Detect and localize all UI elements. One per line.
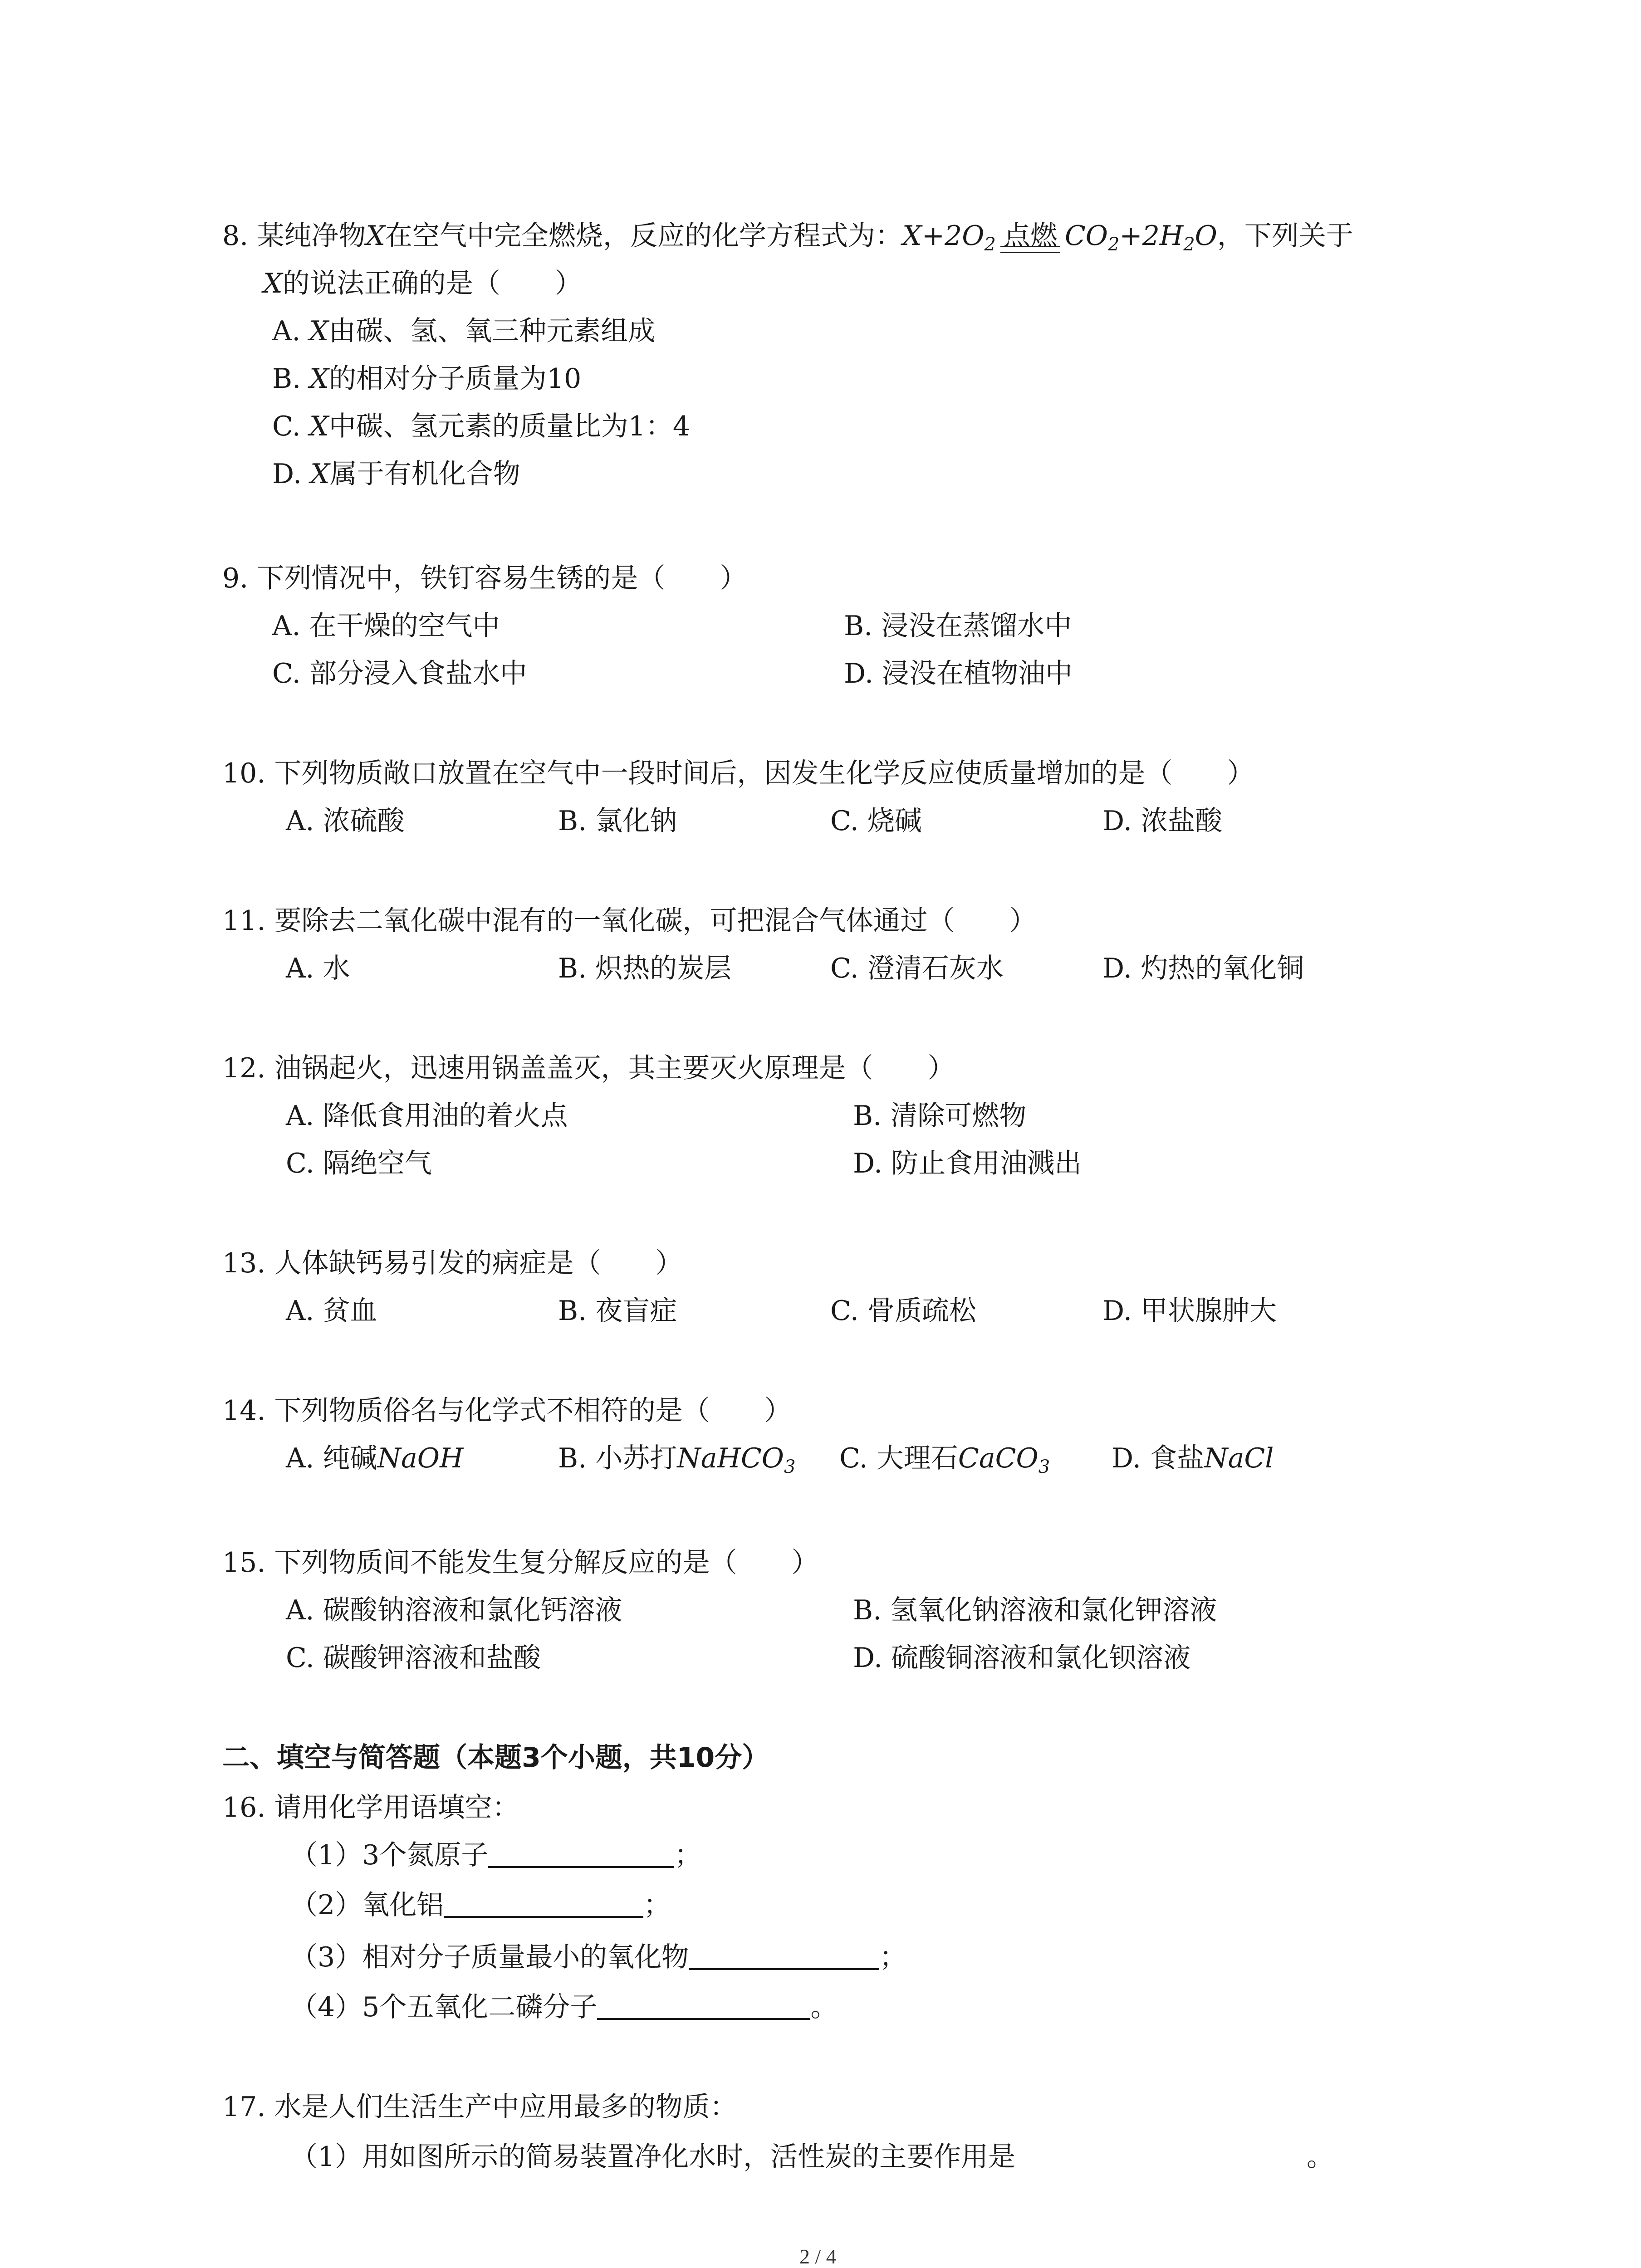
q11-option-d[interactable] <box>1102 950 1304 987</box>
q16-item-2 <box>290 1887 671 1923</box>
option-text: 浸没在蒸馏水中 <box>881 610 1072 642</box>
option-label: D. <box>1102 805 1132 837</box>
option-text: 大理石 <box>876 1442 958 1474</box>
option-label: C. <box>286 1642 314 1674</box>
q12-option-d[interactable] <box>853 1145 1082 1182</box>
q8-option-b[interactable] <box>272 361 581 397</box>
option-label: D. <box>1102 1295 1132 1327</box>
option-label: A. <box>286 1100 314 1132</box>
q15-option-b[interactable] <box>853 1592 1217 1628</box>
option-label: D. <box>853 1148 883 1179</box>
option-label: B. <box>558 1295 587 1327</box>
option-text: 中碳、氢元素的质量比为1：4 <box>328 411 690 442</box>
q14-option-c[interactable] <box>839 1440 1050 1476</box>
q8-stem-line1 <box>222 218 1353 254</box>
q10-option-a[interactable] <box>286 803 404 839</box>
formula-subscript: 3 <box>1038 1457 1050 1477</box>
q13-option-c[interactable] <box>830 1293 976 1329</box>
eq-right-h: +2H <box>1119 220 1184 252</box>
q13-option-b[interactable] <box>558 1293 677 1329</box>
q12-option-c[interactable] <box>286 1145 432 1182</box>
option-text: 氢氧化钠溶液和氯化钾溶液 <box>890 1594 1217 1626</box>
q9-option-b[interactable] <box>844 608 1072 644</box>
option-label: D. <box>844 658 874 689</box>
option-label: B. <box>844 610 873 642</box>
q13-stem: 13. 人体缺钙易引发的病症是（ ） <box>222 1247 683 1279</box>
option-text: 浓硫酸 <box>323 805 405 837</box>
option-text: 属于有机化合物 <box>329 458 520 490</box>
option-text: 隔绝空气 <box>323 1148 432 1179</box>
option-label: A. <box>286 805 314 837</box>
q9-option-c[interactable] <box>272 655 527 692</box>
option-text: 浓盐酸 <box>1141 805 1223 837</box>
q14-stem: 14. 下列物质俗名与化学式不相符的是（ ） <box>222 1395 792 1427</box>
section-heading: 二、填空与简答题（本题3个小题，共10分） <box>222 1742 769 1774</box>
option-label: D. <box>1112 1442 1141 1474</box>
q17-stem: 17. 水是人们生活生产中应用最多的物质： <box>222 2091 737 2123</box>
option-label: B. <box>558 805 587 837</box>
page-number: 2 / 4 <box>799 2245 837 2268</box>
x-symbol: X <box>309 363 329 395</box>
q8-equation-right <box>1064 220 1217 255</box>
q15-stem: 15. 下列物质间不能发生复分解反应的是（ ） <box>222 1547 819 1579</box>
option-label: A. <box>286 1594 314 1626</box>
q8-equation-left <box>902 220 996 255</box>
answer-blank[interactable] <box>444 1889 643 1918</box>
option-label: A. <box>286 953 314 984</box>
q9-option-d[interactable] <box>844 655 1073 692</box>
item-text: （2）氧化铝 <box>290 1889 444 1921</box>
option-label: C. <box>830 953 859 984</box>
q8-tail: ，下列关于 <box>1217 220 1353 252</box>
q9-option-a[interactable] <box>272 608 500 644</box>
option-text: 碳酸钾溶液和盐酸 <box>323 1642 541 1674</box>
eq-left-text: X+2O <box>902 220 985 252</box>
option-text: 澄清石灰水 <box>867 953 1004 984</box>
q12-stem: 12. 油锅起火，迅速用锅盖盖灭，其主要灭火原理是（ ） <box>222 1052 955 1084</box>
q16-stem: 16. 请用化学用语填空： <box>222 1792 519 1823</box>
x-symbol: X <box>310 458 330 490</box>
q10-option-b[interactable] <box>558 803 677 839</box>
q16-item-1 <box>290 1837 701 1873</box>
q11-option-a[interactable] <box>286 950 350 987</box>
q8-x-symbol: X <box>263 268 283 299</box>
option-text: 清除可燃物 <box>890 1100 1027 1132</box>
item-text: （1）3个氮原子 <box>290 1839 489 1871</box>
q14-option-a[interactable] <box>286 1440 463 1476</box>
item-end: ； <box>643 1889 671 1921</box>
q8-reaction-condition: 点燃 <box>999 218 1062 254</box>
eq-right-co-sub: 2 <box>1107 234 1120 255</box>
option-label: D. <box>853 1642 883 1674</box>
option-text: 由碳、氢、氧三种元素组成 <box>328 315 656 347</box>
option-text: 碳酸钠溶液和氯化钙溶液 <box>323 1594 622 1626</box>
option-text: 烧碱 <box>867 805 922 837</box>
option-text: 水 <box>323 953 350 984</box>
q15-option-c[interactable] <box>286 1640 541 1676</box>
q10-stem: 10. 下列物质敞口放置在空气中一段时间后，因发生化学反应使质量增加的是（ ） <box>222 758 1254 789</box>
q13-option-a[interactable] <box>286 1293 377 1329</box>
q13-option-d[interactable] <box>1102 1293 1277 1329</box>
item-end: ； <box>879 1941 907 1973</box>
option-label: B. <box>272 363 301 395</box>
q16-item-4 <box>290 1989 838 2025</box>
eq-right-h-sub: 2 <box>1183 234 1195 255</box>
option-text: 的相对分子质量为10 <box>328 363 582 395</box>
option-label: D. <box>1102 953 1132 984</box>
q10-option-d[interactable] <box>1102 803 1222 839</box>
option-text: 夜盲症 <box>595 1295 677 1327</box>
option-label: A. <box>286 1295 314 1327</box>
option-text: 甲状腺肿大 <box>1141 1295 1277 1327</box>
item-text: （4）5个五氧化二磷分子 <box>290 1991 598 2023</box>
option-label: C. <box>839 1442 868 1474</box>
x-symbol: X <box>309 315 329 347</box>
chemical-formula: NaHCO <box>677 1442 784 1474</box>
q11-option-b[interactable] <box>558 950 731 987</box>
eq-left-sub: 2 <box>984 234 996 255</box>
chemical-formula: NaOH <box>377 1442 464 1474</box>
option-text: 防止食用油溅出 <box>891 1148 1082 1179</box>
option-label: B. <box>853 1100 882 1132</box>
option-label: A. <box>272 315 301 347</box>
option-label: B. <box>853 1594 882 1626</box>
q9-stem: 9. 下列情况中，铁钉容易生锈的是（ ） <box>222 562 747 594</box>
option-text: 浸没在植物油中 <box>882 658 1073 689</box>
option-text: 在干燥的空气中 <box>309 610 500 642</box>
option-text: 灼热的氧化铜 <box>1141 953 1304 984</box>
option-text: 部分浸入食盐水中 <box>309 658 527 689</box>
option-label: A. <box>272 610 301 642</box>
option-text: 小苏打 <box>595 1442 677 1474</box>
q11-stem: 11. 要除去二氧化碳中混有的一氧化碳，可把混合气体通过（ ） <box>222 905 1037 937</box>
q8-x-symbol: X <box>366 220 386 252</box>
q14-option-d[interactable] <box>1112 1440 1274 1476</box>
eq-right-co: CO <box>1064 220 1108 252</box>
option-text: 骨质疏松 <box>867 1295 976 1327</box>
q11-option-c[interactable] <box>830 950 1004 987</box>
q17-item-1 <box>290 2139 1015 2175</box>
q15-option-a[interactable] <box>286 1592 622 1628</box>
answer-blank[interactable] <box>488 1839 674 1868</box>
q8-lead: 8. 某纯净物 <box>222 220 366 252</box>
chemical-formula: CaCO <box>958 1442 1038 1474</box>
q17-item-1-end: 。 <box>1307 2141 1334 2173</box>
answer-blank[interactable] <box>689 1941 879 1970</box>
formula-subscript: 3 <box>784 1457 796 1477</box>
q12-option-b[interactable] <box>853 1098 1026 1134</box>
option-text: 炽热的炭层 <box>595 953 732 984</box>
eq-right-o: O <box>1195 220 1217 252</box>
option-label: C. <box>830 805 859 837</box>
option-label: D. <box>272 458 302 490</box>
q16-item-3 <box>290 1939 906 1975</box>
item-end: 。 <box>810 1991 838 2023</box>
x-symbol: X <box>309 411 329 442</box>
q12-option-a[interactable] <box>286 1098 568 1134</box>
option-label: C. <box>272 658 301 689</box>
q8-text: 在空气中完全燃烧，反应的化学方程式为： <box>385 220 903 252</box>
q8-option-c[interactable] <box>272 408 690 445</box>
option-label: B. <box>558 953 587 984</box>
q15-option-d[interactable] <box>853 1640 1190 1676</box>
q8-option-a[interactable] <box>272 313 655 349</box>
q10-option-c[interactable] <box>830 803 922 839</box>
option-label: A. <box>286 1442 314 1474</box>
option-label: B. <box>558 1442 587 1474</box>
option-label: C. <box>286 1148 314 1179</box>
option-text: 食盐 <box>1150 1442 1205 1474</box>
option-label: C. <box>272 411 301 442</box>
option-text: 氯化钠 <box>595 805 677 837</box>
option-text: 纯碱 <box>323 1442 377 1474</box>
answer-blank[interactable] <box>597 1991 810 2020</box>
option-label: C. <box>830 1295 859 1327</box>
item-text: （1）用如图所示的简易装置净化水时，活性炭的主要作用是 <box>290 2141 1016 2173</box>
option-text: 降低食用油的着火点 <box>323 1100 568 1132</box>
item-text: （3）相对分子质量最小的氧化物 <box>290 1941 689 1973</box>
option-text: 贫血 <box>323 1295 377 1327</box>
option-text: 硫酸铜溶液和氯化钡溶液 <box>891 1642 1191 1674</box>
q8-stem-line2 <box>263 265 582 302</box>
q8-stem-text: 的说法正确的是（ ） <box>282 268 582 299</box>
item-end: ； <box>674 1839 702 1871</box>
q8-option-d[interactable] <box>272 456 520 492</box>
chemical-formula: NaCl <box>1204 1442 1274 1474</box>
q14-option-b[interactable] <box>558 1440 795 1476</box>
